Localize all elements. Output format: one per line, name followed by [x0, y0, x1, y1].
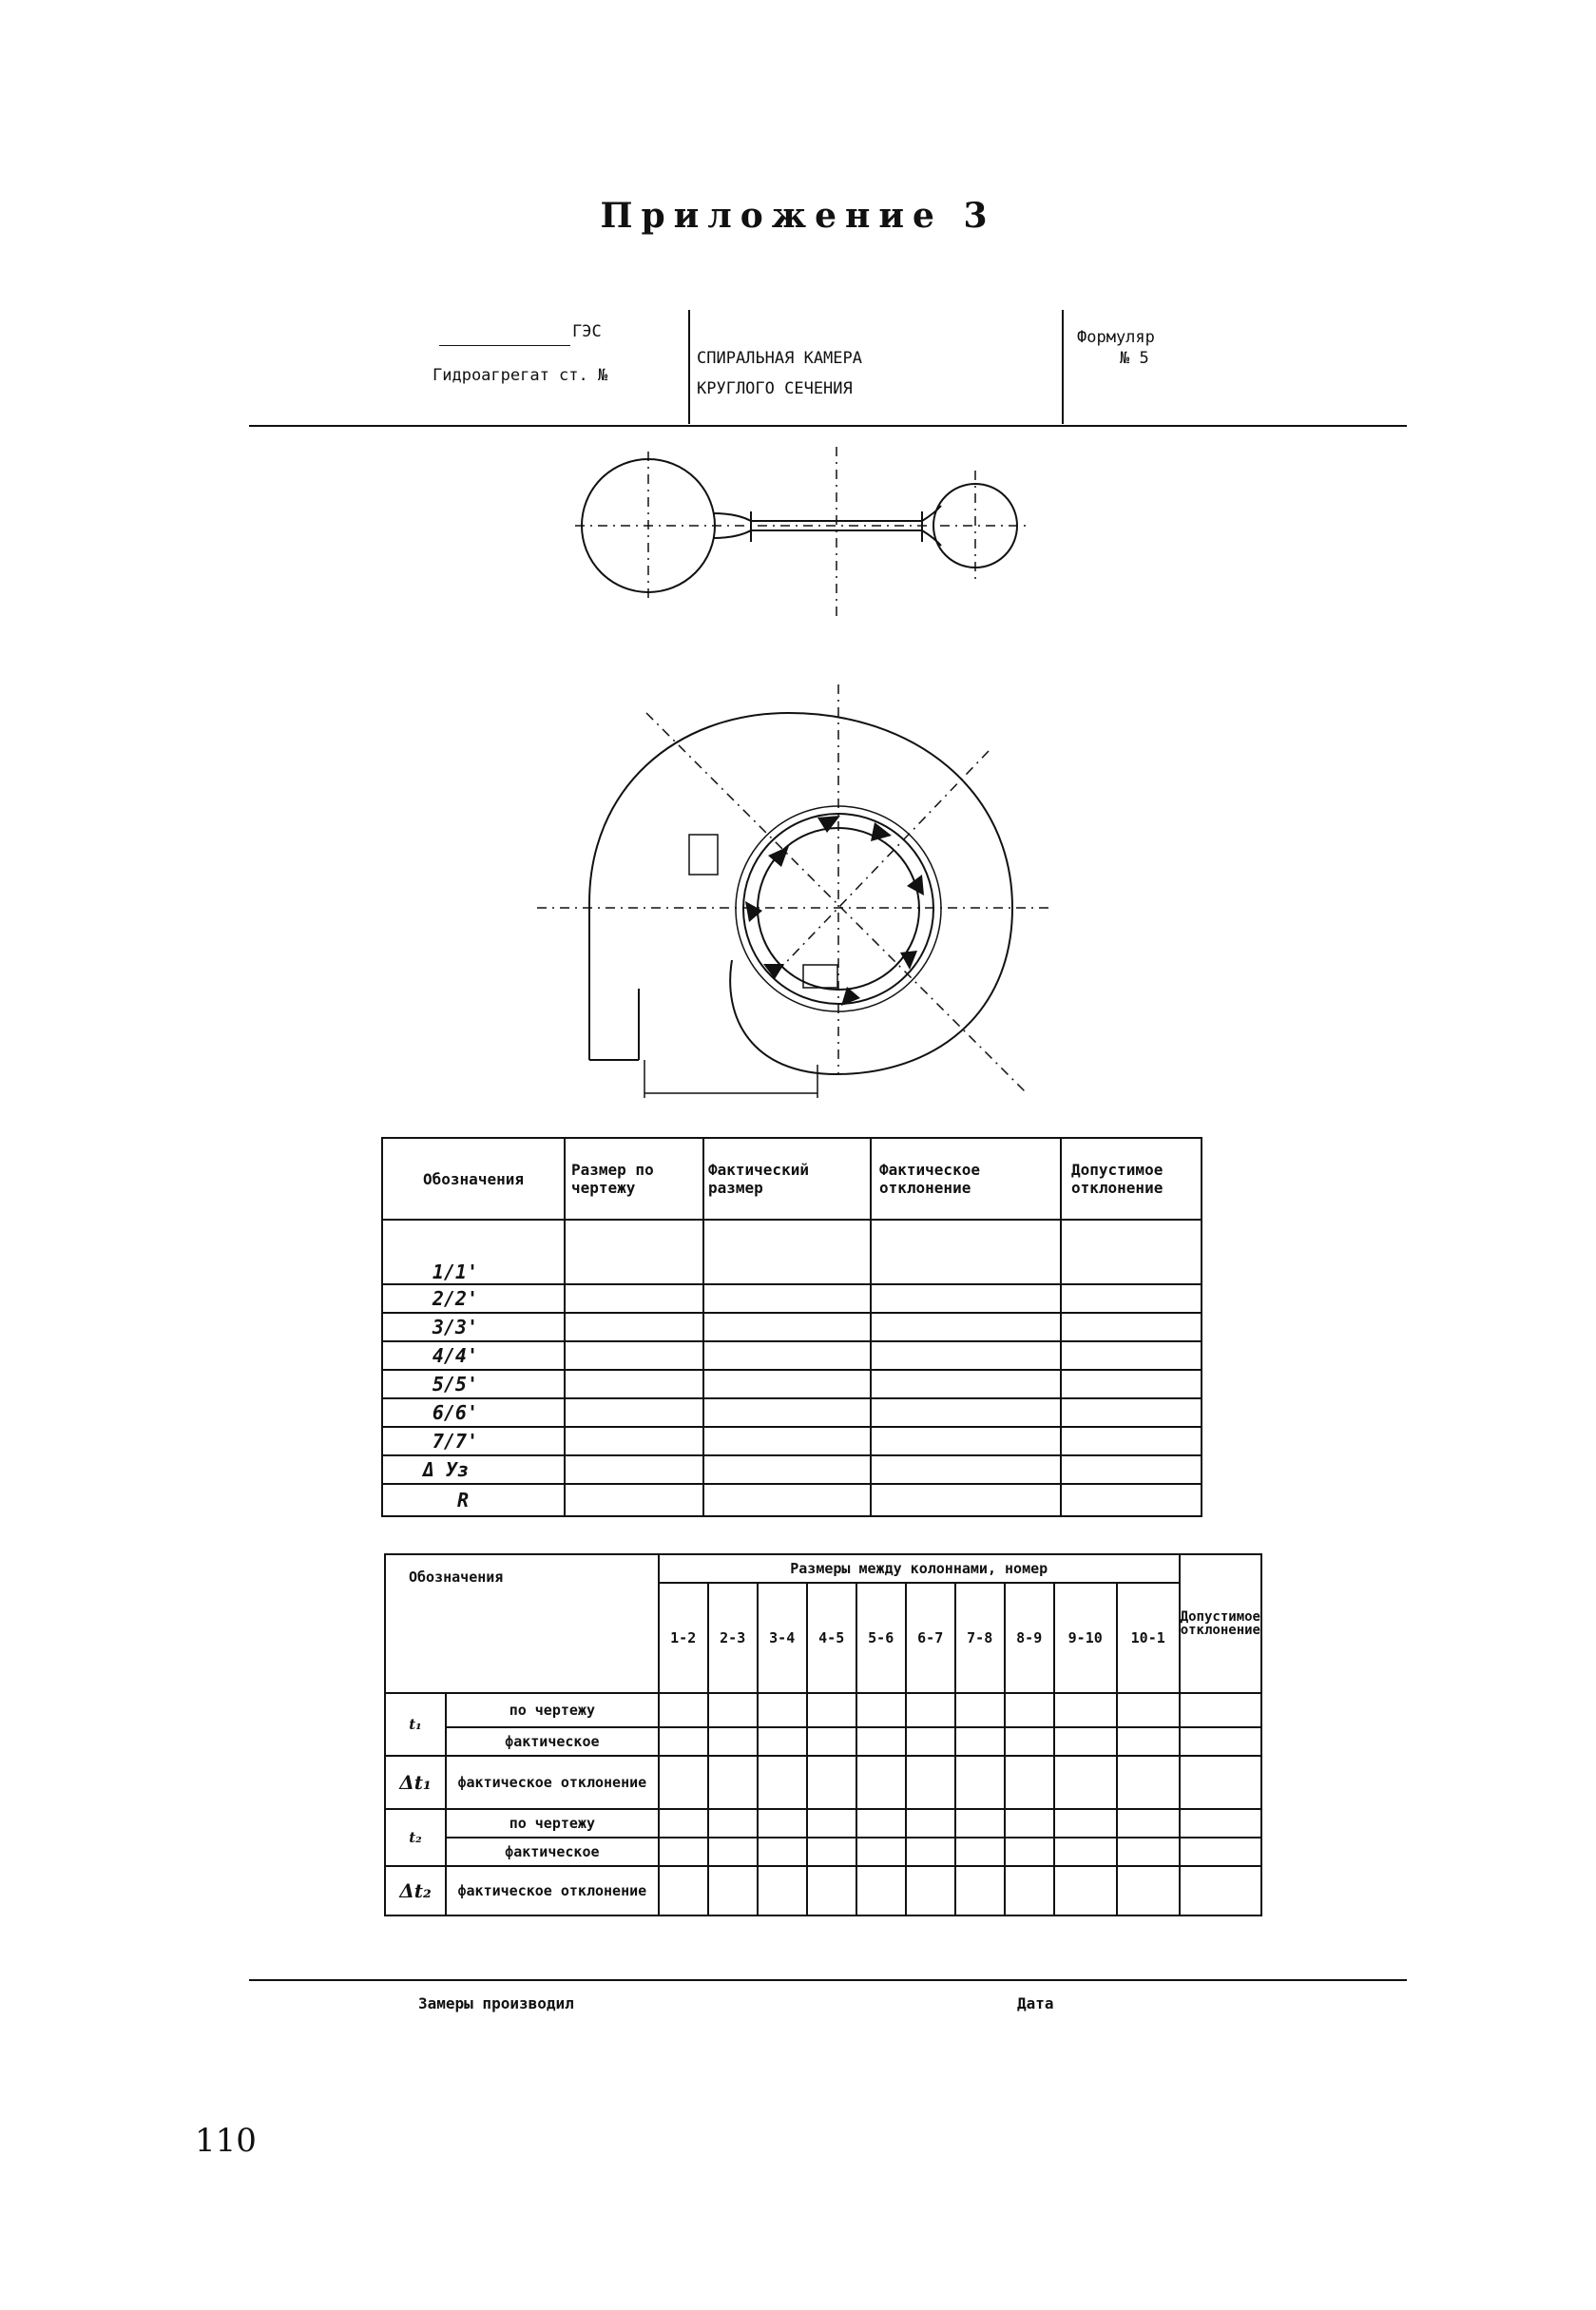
- table-row: [382, 1455, 1202, 1484]
- row-item: по чертежу: [446, 1809, 659, 1838]
- header-divider-2: [1062, 310, 1064, 424]
- column-spacing-table: [384, 1553, 1262, 1916]
- header-bottom-rule: [249, 425, 1407, 427]
- col-header-actual-size: Фактический размер: [703, 1138, 871, 1220]
- station-suffix: ГЭС: [572, 322, 602, 341]
- pair-header: 10-1: [1117, 1583, 1180, 1693]
- pair-header: 6-7: [906, 1583, 955, 1693]
- symbol-t2: t₂: [385, 1809, 446, 1866]
- symbol-t1: t₁: [385, 1693, 446, 1756]
- page-number: 110: [195, 2122, 257, 2160]
- table-row: [382, 1427, 1202, 1455]
- form-number: № 5: [1120, 349, 1149, 368]
- dimensions-table: [381, 1137, 1202, 1517]
- table-row: [382, 1341, 1202, 1370]
- table-row: [382, 1398, 1202, 1427]
- pair-header: 5-6: [856, 1583, 906, 1693]
- row-item: фактическое отклонение: [446, 1866, 659, 1915]
- pair-header: 2-3: [708, 1583, 758, 1693]
- pair-header: 8-9: [1005, 1583, 1054, 1693]
- row-label: R: [382, 1484, 565, 1516]
- object-line-1: СПИРАЛЬНАЯ КАМЕРА: [697, 349, 862, 368]
- row-label: 3/3': [382, 1313, 565, 1341]
- table-row: [382, 1220, 1202, 1284]
- date-label: Дата: [1017, 1994, 1054, 2012]
- spiral-casing-drawing: [532, 675, 1065, 1131]
- row-item: по чертежу: [446, 1693, 659, 1727]
- row-item: фактическое: [446, 1727, 659, 1756]
- row-item: фактическое: [446, 1838, 659, 1866]
- row-label: 6/6': [382, 1398, 565, 1427]
- tolerance-header: Допустимое отклонение: [1180, 1554, 1261, 1693]
- station-blank-line: [439, 345, 570, 346]
- col-header-allowed-deviation: Допустимое отклонение: [1061, 1138, 1202, 1220]
- pair-header: 3-4: [758, 1583, 807, 1693]
- row-label: 1/1': [382, 1220, 565, 1284]
- symbol-delta-t2: Δt₂: [385, 1866, 446, 1915]
- table-row: [385, 1756, 1261, 1809]
- col-header-actual-deviation: Фактическое отклонение: [871, 1138, 1061, 1220]
- pair-header: 4-5: [807, 1583, 856, 1693]
- pair-header: 1-2: [659, 1583, 708, 1693]
- table-row: [382, 1313, 1202, 1341]
- form-label: Формуляр: [1077, 328, 1155, 347]
- measured-by-label: Замеры производил: [418, 1994, 574, 2012]
- symbol-delta-t1: Δt₁: [385, 1756, 446, 1809]
- table-row: [385, 1809, 1261, 1838]
- col-header-designation: Обозначения: [382, 1138, 565, 1220]
- table-row: [382, 1370, 1202, 1398]
- table-row: [385, 1866, 1261, 1915]
- row-label: 4/4': [382, 1341, 565, 1370]
- unit-label: Гидроагрегат ст. №: [433, 366, 608, 385]
- pair-header: 9-10: [1054, 1583, 1117, 1693]
- pair-header: 7-8: [955, 1583, 1005, 1693]
- designation-header: Обозначения: [385, 1554, 659, 1693]
- cross-section-drawing: [570, 447, 1046, 627]
- row-item: фактическое отклонение: [446, 1756, 659, 1809]
- page-title: Приложение 3: [600, 196, 996, 236]
- pairs-group-header: Размеры между колоннами, номер: [659, 1554, 1180, 1583]
- row-label: 7/7': [382, 1427, 565, 1455]
- footer-rule: [249, 1979, 1407, 1981]
- row-label: Δ Уз: [382, 1455, 565, 1484]
- table-row: [385, 1838, 1261, 1866]
- table-row: [385, 1727, 1261, 1756]
- table-row: [382, 1284, 1202, 1313]
- row-label: 2/2': [382, 1284, 565, 1313]
- table-row: [385, 1693, 1261, 1727]
- object-line-2: КРУГЛОГО СЕЧЕНИЯ: [697, 379, 853, 398]
- header-divider-1: [688, 310, 690, 424]
- col-header-drawing-size: Размер по чертежу: [565, 1138, 703, 1220]
- row-label: 5/5': [382, 1370, 565, 1398]
- table-row: [382, 1484, 1202, 1516]
